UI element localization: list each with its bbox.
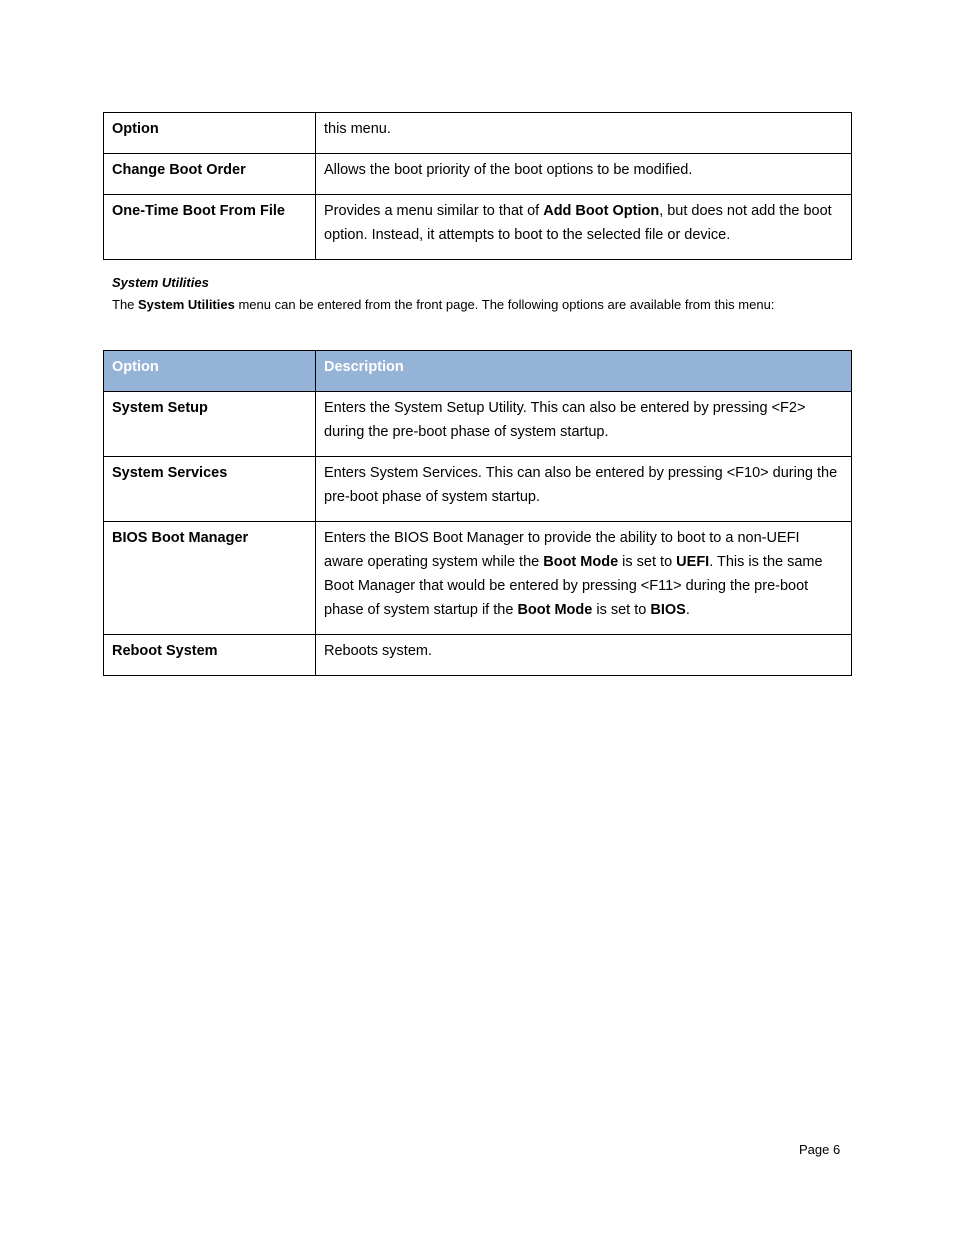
system-utilities-table — [103, 350, 852, 676]
table-header-row — [104, 351, 852, 392]
table-row — [104, 457, 852, 522]
table-row — [104, 195, 852, 260]
option-cell: Option — [104, 113, 316, 154]
intro-text: menu can be entered from the front page. The following options are available from this menu: — [234, 297, 775, 312]
option-cell: One-Time Boot From File — [104, 195, 316, 260]
description-text: , but does not add the boot option. Instead, it attempts to boot to the selected file or device. — [324, 203, 832, 243]
description-cell: Enters System Services. This can also be entered by pressing <F10> during the pre-boot phase of system startup. — [316, 457, 852, 522]
page-number: Page 6 — [799, 1142, 841, 1157]
description-text: is set to — [592, 602, 651, 618]
description-bold-text: Add Boot Option — [543, 203, 660, 219]
description-cell: Enters the System Setup Utility. This can also be entered by pressing <F2> during the pre-boot phase of system startup. — [316, 392, 852, 457]
option-cell: Change Boot Order — [104, 154, 316, 195]
table-row — [104, 113, 852, 154]
table-row — [104, 392, 852, 457]
section-title: System Utilities — [112, 275, 209, 290]
description-cell: this menu. — [316, 113, 852, 154]
table-row — [104, 154, 852, 195]
description-bold-text: Boot Mode — [517, 602, 593, 618]
intro-bold-text: System Utilities — [138, 297, 235, 312]
description-text: . — [685, 602, 690, 618]
boot-options-table-continued — [103, 112, 852, 260]
option-cell: System Setup — [104, 392, 316, 457]
description-text: Enters the BIOS Boot Manager to provide the ability to boot to a non-UEFI aware operating system while the — [324, 530, 800, 570]
description-cell — [316, 522, 852, 635]
table-row — [104, 635, 852, 676]
description-bold-text: Boot Mode — [543, 554, 619, 570]
description-bold-text: UEFI — [676, 554, 710, 570]
description-cell: Reboots system. — [316, 635, 852, 676]
description-text: Provides a menu similar to that of — [324, 203, 544, 219]
option-cell: System Services — [104, 457, 316, 522]
description-bold-text: BIOS — [650, 602, 686, 618]
option-cell: BIOS Boot Manager — [104, 522, 316, 635]
description-cell — [316, 195, 852, 260]
intro-text: The — [112, 297, 139, 312]
column-header-description: Description — [316, 351, 852, 392]
option-cell: Reboot System — [104, 635, 316, 676]
description-text: is set to — [618, 554, 677, 570]
description-cell: Allows the boot priority of the boot options to be modified. — [316, 154, 852, 195]
section-intro — [112, 295, 832, 314]
column-header-option: Option — [104, 351, 316, 392]
table-row — [104, 522, 852, 635]
description-text: . This is the same Boot Manager that would be entered by pressing <F11> during the pre-boot phase of system startup if the — [324, 554, 823, 618]
